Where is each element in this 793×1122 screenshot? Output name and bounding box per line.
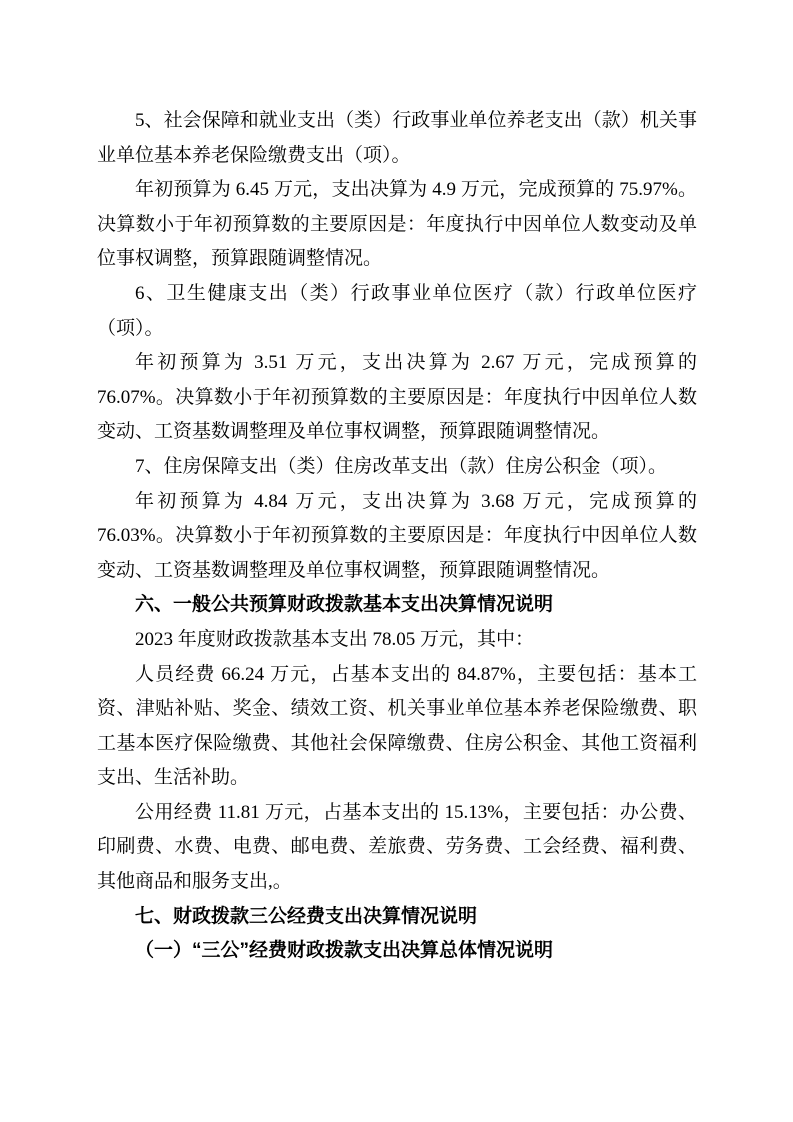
paragraph-public-expenses: 公用经费 11.81 万元，占基本支出的 15.13%，主要包括：办公费、印刷费、水费、电费、邮电费、差旅费、劳务费、工会经费、福利费、其他商品和服务支出,。: [97, 801, 697, 893]
heading-section-7-three-public-funds: 七、财政拨款三公经费支出决算情况说明: [135, 905, 478, 927]
paragraph-item7-budget-detail: 年初预算为 4.84 万元，支出决算为 3.68 万元，完成预算的 76.03%。决算数小于年初预算数的主要原因是：年度执行中因单位人数变动、工资基数调整理及单位事权调整，预算跟随调整情况。: [97, 490, 697, 581]
paragraph-basic-expenditure-total: 2023 年度财政拨款基本支出 78.05 万元，其中：: [135, 628, 535, 650]
paragraph-item7-title: 7、住房保障支出（类）住房改革支出（款）住房公积金（项）。: [135, 455, 668, 477]
paragraph-item6-budget-detail: 年初预算为 3.51 万元，支出决算为 2.67 万元，完成预算的 76.07%。决算数小于年初预算数的主要原因是：年度执行中因单位人数变动、工资基数调整理及单位事权调整，预算跟随调整情况。: [97, 352, 697, 443]
document-body: [97, 104, 697, 969]
paragraph-item5-budget-detail: 年初预算为 6.45 万元，支出决算为 4.9 万元，完成预算的 75.97%。决算数小于年初预算数的主要原因是：年度执行中因单位人数变动及单位事权调整，预算跟随调整情况。: [97, 179, 697, 270]
heading-section-6-basic-expenditure: 六、一般公共预算财政拨款基本支出决算情况说明: [135, 594, 554, 616]
paragraph-personnel-expenses: 人员经费 66.24 万元，占基本支出的 84.87%，主要包括：基本工资、津贴补贴、奖金、绩效工资、机关事业单位基本养老保险缴费、职工基本医疗保险缴费、其他社会保障缴费、住房公积金、其他工资福利支出、生活补助。: [97, 663, 697, 789]
paragraph-item5-title: 5、社会保障和就业支出（类）行政事业单位养老支出（款）机关事业单位基本养老保险缴费支出（项）。: [97, 110, 697, 166]
paragraph-item6-title: 6、卫生健康支出（类）行政事业单位医疗（款）行政单位医疗（项）。: [97, 282, 697, 339]
heading-section-7-sub-1-overview: （一）“三公”经费财政拨款支出决算总体情况说明: [135, 940, 554, 962]
